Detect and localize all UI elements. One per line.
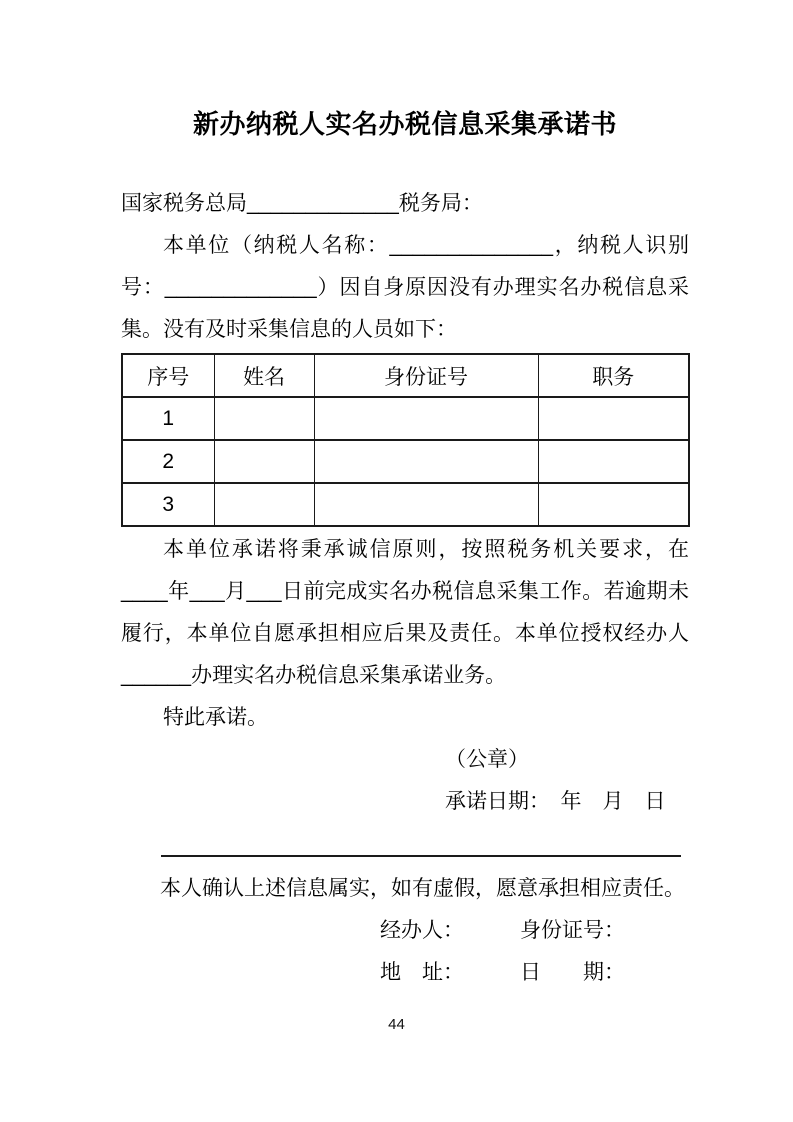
paragraph2-line-3: 履行，本单位自愿承担相应后果及责任。本单位授权经办人 — [121, 622, 689, 645]
commitment-date-line: 承诺日期： 年 月 日 — [445, 790, 666, 813]
document-content — [121, 104, 689, 994]
page-title: 新办纳税人实名办税信息采集承诺书 — [192, 109, 617, 139]
column-header-serial: 序号 — [122, 354, 214, 397]
table-row — [122, 483, 689, 526]
confirmation-line: 本人确认上述信息属实，如有虚假，愿意承担相应责任。 — [160, 877, 685, 900]
seal-label: （公章） — [445, 748, 529, 771]
page-number: 44 — [388, 1016, 405, 1033]
cell-serial: 2 — [122, 440, 214, 483]
address-label: 地 址： — [380, 961, 464, 984]
agent-label: 经办人： — [380, 919, 464, 942]
closing-line: 特此承诺。 — [163, 706, 268, 729]
id-number-label: 身份证号： — [520, 919, 625, 942]
cell-id-number — [314, 397, 538, 440]
personnel-table — [121, 353, 690, 527]
paragraph1-line-2: 号：_____________）因自身原因没有办理实名办税信息采 — [121, 276, 689, 299]
table-row — [122, 440, 689, 483]
date-label: 日 期： — [520, 961, 625, 984]
cell-position — [538, 440, 689, 483]
signature-divider — [161, 855, 681, 857]
paragraph1-line-1: 本单位（纳税人名称：______________，纳税人识别 — [163, 234, 689, 257]
cell-id-number — [314, 440, 538, 483]
cell-position — [538, 397, 689, 440]
table-header-row — [122, 354, 689, 397]
cell-position — [538, 483, 689, 526]
cell-serial: 1 — [122, 397, 214, 440]
cell-name — [214, 483, 314, 526]
paragraph2-line-2: ____年___月___日前完成实名办税信息采集工作。若逾期未 — [121, 580, 689, 603]
column-header-position: 职务 — [538, 354, 689, 397]
cell-name — [214, 440, 314, 483]
signature-row-address — [121, 952, 689, 994]
table-row — [122, 397, 689, 440]
cell-name — [214, 397, 314, 440]
cell-serial: 3 — [122, 483, 214, 526]
salutation-line: 国家税务总局_____________税务局： — [121, 192, 483, 215]
paragraph2-line-1: 本单位承诺将秉承诚信原则，按照税务机关要求，在 — [163, 538, 689, 561]
signature-row-agent — [121, 910, 689, 952]
column-header-id-number: 身份证号 — [314, 354, 538, 397]
cell-id-number — [314, 483, 538, 526]
paragraph2-line-4: ______办理实名办税信息采集承诺业务。 — [121, 664, 507, 687]
column-header-name: 姓名 — [214, 354, 314, 397]
paragraph1-line-3: 集。没有及时采集信息的人员如下： — [121, 318, 457, 341]
